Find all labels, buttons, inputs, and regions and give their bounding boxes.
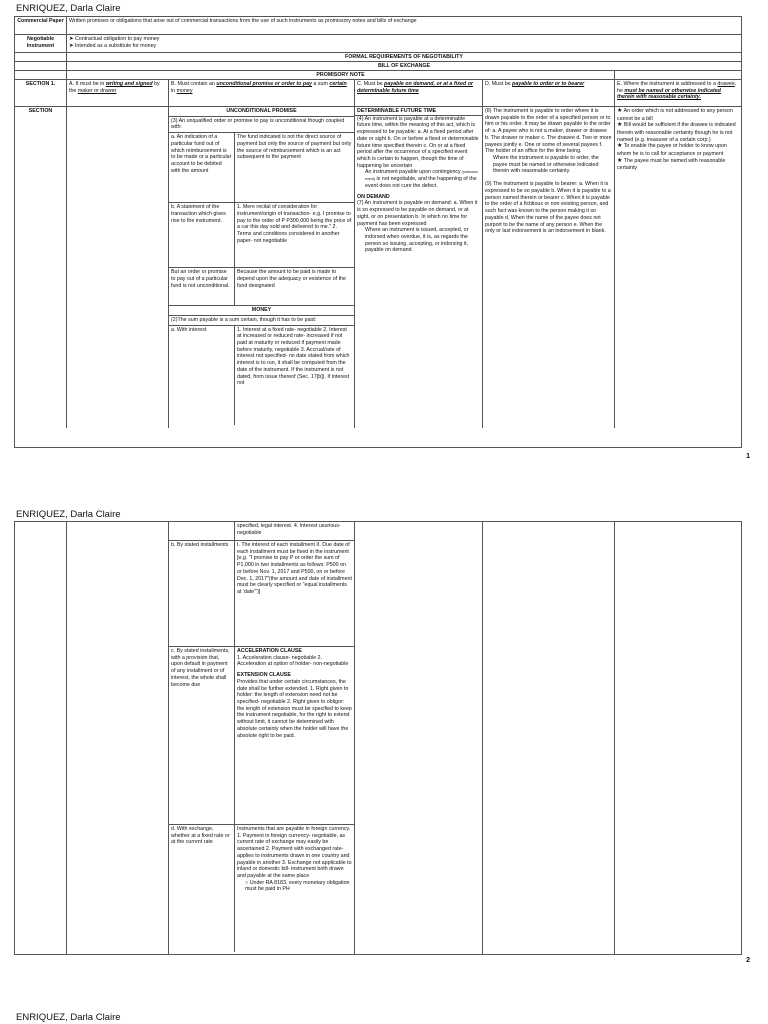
- page-1-table: [14, 16, 742, 448]
- section1-row: [15, 80, 741, 107]
- star-icon: ★: [617, 122, 623, 129]
- bullet-icon: ○: [245, 879, 249, 886]
- acceleration-title: ACCELERATION CLAUSE: [237, 648, 302, 654]
- money-title: MONEY: [169, 305, 354, 315]
- commercial-paper-row: [15, 17, 741, 35]
- order-text: (8) The instrument is payable to order where it is drawn payable to the order of a specified person or to him or his order. It may be drawn payable to the order of: a. A payee who is not a maker, drawer or drawee b. The drawer or maker c. The drawee d. Two or more payees jointly e. One or some of several payees f. The holder of an office for the time being.: [485, 108, 612, 155]
- money-row: d. With exchange, whether at a fixed rate or at the current rate Instruments that are payable in foreign currency. 1. Payment in foreign currency- negotiable, as current rate of exchange may easily be ascertained 2. Payment with exchanged rate- applies to instruments drawn in one country and payable in another 3. Exchange not applicable to inland or domestic bill- instrument both drawn and payable at the same place ○ Under RA 8183, every monetary obligation must be paid in PH: [169, 824, 354, 952]
- boe-title-row: [15, 62, 741, 71]
- star-icon: ★: [617, 143, 623, 150]
- pn-title-row: [15, 71, 741, 80]
- negotiable-instrument-row: [15, 35, 741, 53]
- on-demand-text: (7) An instrument is payable on demand: a. When it is so expressed to be payable on demand, or at sight, or on presentation b. In which no time for payment has been expressed: [357, 200, 478, 227]
- extension-title: EXTENSION CLAUSE: [237, 672, 291, 679]
- drawee-item: ★ The payee must be named with reasonable certainty: [617, 157, 726, 172]
- determinable-text: (4) An instrument is payable at a determinable future time, within the meaning of this act, which is expressed to be payable: a. At a fixed period after date or sight b. On or before a fixed or determinable future time specified therein c. On or at a fixed period after the occurrence of a specified event which is certain to happen, though the time of happening be uncertain: [355, 115, 482, 170]
- star-icon: ★: [617, 108, 623, 114]
- column-time: [355, 107, 483, 428]
- column-unconditional: [169, 107, 355, 428]
- money-row: b. By stated installments I. The interest of each installment II. Due date of each installment must be fixed in the instrument [e.g. "I promise to pay P or order the sum of P1,000 in two installments as follows: P500 on or before Nov. 1, 2017 and P500, on or before Dec. 1, 2017"(the amount and date of installment must be clearly specified or "equal installments at 'date'")]: [169, 540, 354, 646]
- arrow-icon: ➤: [69, 42, 74, 49]
- column-drawee: [615, 107, 741, 428]
- bill-of-exchange-title: BILL OF EXCHANGE: [378, 63, 430, 69]
- drawee-item: ★ To enable the payee or holder to know upon whom he is to call for acceptance or payment: [617, 143, 727, 157]
- determinable-title: DETERMINABLE FUTURE TIME: [357, 108, 437, 114]
- negotiable-instrument-items: ➤ Contractual obligation to pay money ➤ Intended as a substitute for money: [69, 36, 160, 49]
- requirement-e: E. Where the instrument is addressed to a drawee, he must be named or otherwise indicated therein with reasonable certainty.: [617, 81, 737, 101]
- determinable-note: An instrument payable upon contingency (unknown event) is not negotiable, and the happening of the event does not cure the defect.: [365, 169, 478, 189]
- promisory-note-title: PROMISORY NOTE: [67, 71, 615, 79]
- order-note: Where the instrument is payable to order, the payee must be named or otherwise indicated therein with reasonable certainty.: [493, 155, 599, 175]
- on-demand-note: Where an instrument is issued, accepted, or indorsed when overdue, it is, as regards the person so issuing, accepting, or indorsing it, payable on demand: [365, 227, 469, 254]
- on-demand-title: ON DEMAND: [357, 193, 390, 200]
- uncond-row: b. A statement of the transaction which gives rise to the instrument. 1. Mere recital of consideration for instrument/origin of transaction- e.g. I promise to pay to the order of P P300,000 being the price of a car this day sold and delivered to me." 2. Terms and conditions considered in another paper- not negotiable: [169, 202, 354, 267]
- formal-requirements-title: FORMAL REQUIREMENTS OF NEGOTIABILITY: [345, 54, 463, 60]
- requirement-a: A. It must be in writing and signed by the maker or drawer: [67, 80, 169, 106]
- page-header-author: ENRIQUEZ, Darla Claire: [16, 1012, 121, 1023]
- drawee-item: ★ Bill would be sufficient if the drawee is indicated therein with reasonable certainty though he is not named (e.g. treasurer of a certain corp.): [617, 122, 736, 143]
- requirement-d: D. Must be payable to order or to bearer: [483, 80, 615, 106]
- section1-label: SECTION 1.: [15, 80, 67, 106]
- column-order-bearer: [483, 107, 615, 428]
- unconditional-intro: (3) An unqualified order or promise to pay is unconditional though coupled with:: [169, 116, 354, 132]
- column-money-cont: [169, 522, 355, 954]
- interest-continued: specified, legal interest. 4. Interest usurious- negotiable: [237, 523, 341, 536]
- ra-8183-note: ○ Under RA 8183, every monetary obligation must be paid in PH: [245, 879, 350, 893]
- commercial-paper-definition: Written promises or obligations that arise out of commercial transactions from the use of such instruments as promissory notes and bills of exchange: [69, 18, 417, 24]
- uncond-row: But an order or promise to pay out of a particular fund is not unconditional. Because the amount to be paid is made to depend upon the adequacy or existence of the fund designated: [169, 267, 354, 305]
- formal-title-row: [15, 53, 741, 62]
- money-row: c. By stated installments, with a provision that, upon default in payment of any installment or of interest, the whole shall become due ACCELERATION CLAUSE 1. Acceleration clause- negotiable 2. Acceleration at option of holder- non-negotiable EXTENSION CLAUSE Provides that under certain circumstances, the date shall be further extended. 1. Right given to holder: the length of extension need not be specified- negotiable 2. Right given to obligor: the length of extension must be specified to keep the instrument negotiable, for the right to extend without limit, it cannot be determined with absolute certainty when the holder will have the absolute right to be paid.: [169, 646, 354, 824]
- commercial-paper-label: Commercial Paper: [15, 17, 67, 34]
- requirement-b: B. Must contain an unconditional promise or order to pay a sum certain in money: [169, 80, 355, 106]
- star-icon: ★: [617, 157, 623, 164]
- uncond-row: a. An indication of a particular fund out of which reimbursement is to be made or a particular account to be debited with the amount The fund indicated is not the direct source of payment but only the source of payment but only the source of reimbursement which is an act subsequent to the payment: [169, 132, 354, 202]
- unconditional-title: UNCONDITIONAL PROMISE: [226, 108, 297, 114]
- page-number: 2: [746, 957, 750, 964]
- section-body-row: [15, 107, 741, 428]
- page-number: 1: [746, 453, 750, 460]
- page-header-author: ENRIQUEZ, Darla Claire: [16, 509, 121, 520]
- money-intro: (2)The sum payable is a sum certain, though it has to be paid:: [169, 315, 354, 325]
- page-2-table: [14, 521, 742, 955]
- bearer-text: (9) The instrument is payable to bearer: a. When it is expressed to be so payable b. When it is payable to a person named therein or bearer c. When it is payable to the order of a fictitious or non existing person, and such fact was known to the person making it so payable d. When the name of the payee does not purport to be the name of any person e. When the only or last indorsement is an indorsement in blank.: [485, 181, 611, 235]
- drawee-item: ★ An order which is not addressed to any person cannot be a bill: [617, 108, 733, 122]
- page-header-author: ENRIQUEZ, Darla Claire: [16, 3, 121, 14]
- money-row: a. With interest 1. Interest at a fixed rate- negotiable 2. Interest at increased or reduced rate- increased if not paid at maturity or reduced if payment made before maturity, negotiable 3. Accrual/rate of interest not specified- no date stated from which interest is to run, it shall be computed from the date of the instrument. If the instrument is not dated, from issue thereof (Sec. 17[b]). If interest not: [169, 325, 354, 425]
- arrow-icon: ➤: [69, 36, 74, 42]
- requirement-c: C. Must be payable on demand, or at a fixed or determinable future time: [355, 80, 483, 106]
- section-label: SECTION: [15, 107, 67, 428]
- negotiable-instrument-label: Negotiable Instrument: [15, 35, 67, 52]
